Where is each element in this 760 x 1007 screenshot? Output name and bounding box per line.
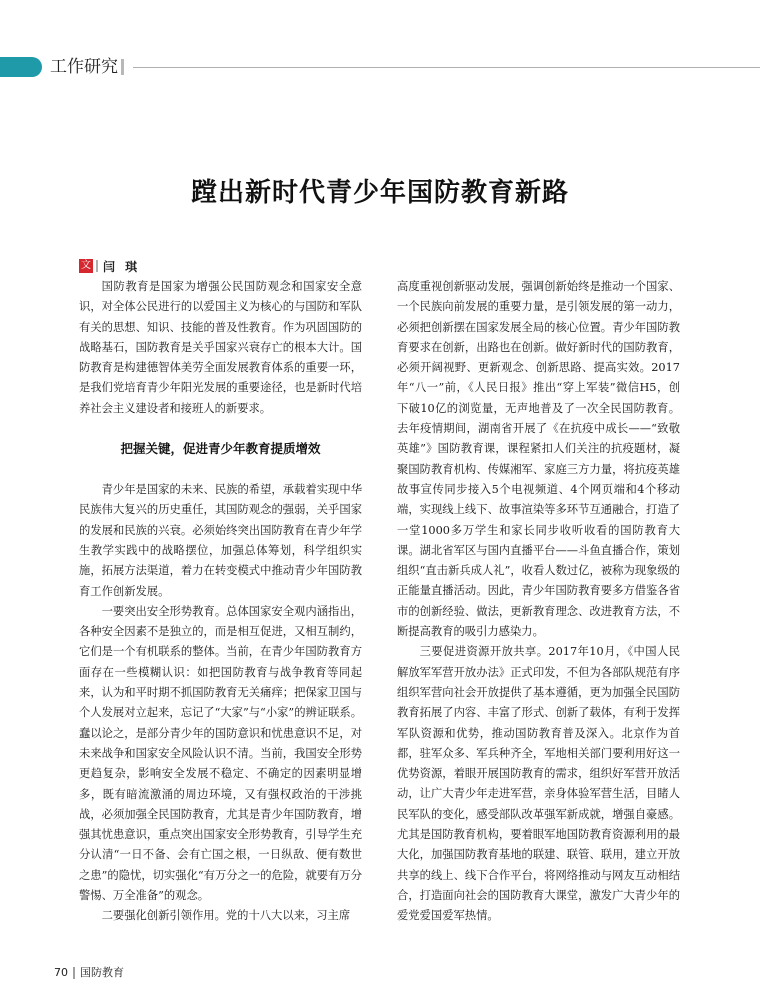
publication-name: 国防教育 — [80, 966, 124, 979]
section-divider-bar — [121, 59, 124, 75]
section-heading: 把握关键，促进青少年教育提质增效 — [120, 441, 321, 457]
right-column — [397, 277, 680, 927]
byline-mark: 文 — [81, 260, 91, 271]
byline-divider — [96, 260, 98, 272]
left-column — [79, 277, 362, 927]
article-title: 蹚出新时代青少年国防教育新路 — [190, 178, 569, 208]
author-name: 闫 琪 — [103, 260, 141, 274]
body-paragraph: 二要强化创新引领作用。党的十八大以来，习主席 — [101, 909, 351, 923]
section-title: 工作研究 — [50, 57, 118, 77]
section-tab-marker — [0, 57, 42, 77]
page-number: 70 — [54, 966, 68, 979]
intro-paragraph: 国防教育是国家为增强公民国防观念和国家安全意识，对全体公民进行的以爱国主义为核心的与国防和军队有关的思想、知识、技能的普及性教育。作为巩固国防的战略基石，国防教育是关乎国家兴衰存亡的根本大计。国防教育是构建德智体美劳全面发展教育体系的重要一环，是我们党培育青少年阳光发展的重要途径，也是新时代培养社会主义建设者和接班人的新要求。 — [79, 280, 362, 415]
body-paragraph: 一要突出安全形势教育。总体国家安全观内涵指出，各种安全因素不是独立的，而是相互促进，又相互制约，它们是一个有机联系的整体。当前，在青少年国防教育方面存在一些模糊认识：如把国防教育与战争教育等同起来，认为和平时期不抓国防教育无关痛痒；把保家卫国与个人发展对立起来，忘记了“大家”与“小家”的辨证联系。蠢以论之，是部分青少年的国防意识和忧患意识不足，对未来战争和国家安全风险认识不清。当前，我国安全形势更趋复杂，影响安全发展不稳定、不确定的因素明显增多，既有暗流激涌的周边环境，又有强权政治的干涉挑战，必须加强全民国防教育，尤其是青少年国防教育，增强其忧患意识，重点突出国家安全形势教育，引导学生充分认清“一日不备、会有亡国之根，一日纵敌、便有数世之患”的隐忧，切实强化“有万分之一的危险，就要有万分警惕、万全准备”的观念。 — [79, 604, 362, 903]
body-paragraph: 青少年是国家的未来、民族的希望，承载着实现中华民族伟大复兴的历史重任，其国防观念的强弱，关乎国家的发展和民族的兴衰。必须始终突出国防教育在青少年学生教学实践中的战略摆位，加强总体筹划，科学组织实施，拓展方法渠道，着力在转变模式中推动青少年国防教育工作创新发展。 — [79, 483, 362, 598]
body-paragraph-continued: 高度重视创新驱动发展，强调创新始终是推动一个国家、一个民族向前发展的重要力量，是引领发展的第一动力，必须把创新摆在国家发展全局的核心位置。青少年国防教育要求在创新，出路也在创新。做好新时代的国防教育，必须开阔视野、更新观念、创新思路、提高实效。2017年“八一”前，《人民日报》推出“穿上军装”微信H5，创下破10亿的浏览量，无声地普及了一次全民国防教育。去年疫情期间，湖南省开展了《在抗疫中成长——“致敬英雄”》国防教育课，课程紧扣人们关注的抗疫题材，凝聚国防教育机构、传媒湘军、家庭三方力量，将抗疫英雄故事宣传同步接入5个电视频道、4个网页端和4个移动端，实现线上线下、故事渲染等多环节互通融合，打造了一堂1000多万学生和家长同步收听收看的国防教育大课。湖北省军区与国内直播平台——斗鱼直播合作，策划组织“直击新兵成人礼”，收看人数过亿，被称为现象级的正能量直播活动。因此，青少年国防教育要多方借鉴各省市的创新经验、做法，更新教育理念、改进教育方法，不断提高教育的吸引力感染力。 — [397, 280, 680, 639]
footer-divider — [73, 967, 75, 979]
header-rule — [133, 67, 760, 68]
body-paragraph: 三要促进资源开放共享。2017年10月，《中国人民解放军军营开放办法》正式印发，不但为各部队规范有序组织军营向社会开放提供了基本遵循，更为加强全民国防教育拓展了内容、丰富了形式、创新了载体，有利于发挥军队资源和优势，推动国防教育普及深入。北京作为首都，驻军众多、军兵种齐全，军地相关部门要利用好这一优势资源，着眼开展国防教育的需求，组织好军营开放活动，让广大青少年走进军营，亲身体验军营生活，目睹人民军队的变化，感受部队改革强军新成就，增强自豪感。尤其是国防教育机构，要着眼军地国防教育资源利用的最大化，加强国防教育基地的联建、联管、联用，建立开放共享的线上、线下合作平台，将网络推动与网友互动相结合，打造面向社会的国防教育大课堂，激发广大青少年的爱党爱国爱军热情。 — [397, 645, 680, 923]
